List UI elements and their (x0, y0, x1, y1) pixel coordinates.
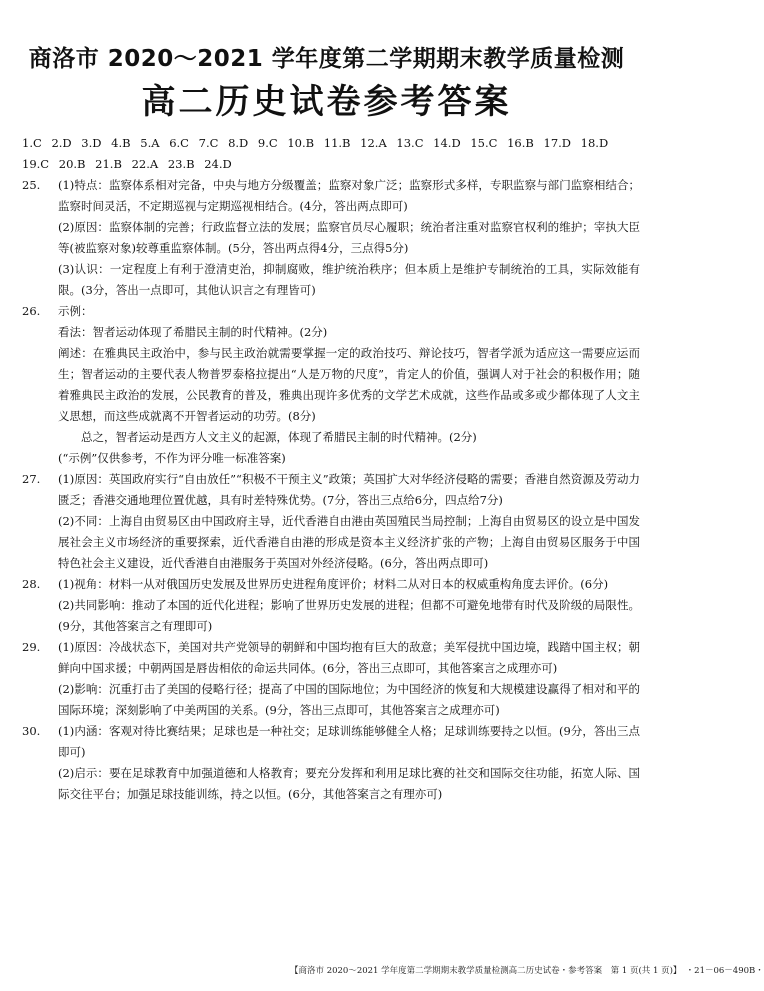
elaboration: 阐述：在雅典民主政治中，参与民主政治就需要掌握一定的政治技巧、辩论技巧，智者学派为适应这一需要应运而生；智者运动的主要代表人物普罗泰格拉提出“人是万物的尺度”，肯定人的价值，强调人对于社会的积极作用；随着雅典民主政治的发展，公民教育的普及，雅典出现许多优秀的文学艺术成就，这些作品或多或少都体现了人文主义思想，而这些成就离不开智者运动的功劳。(8分) (58, 346, 640, 423)
question-30 (22, 721, 640, 805)
question-26 (22, 301, 640, 469)
mc-answer: 10.B (287, 136, 315, 150)
mc-answer: 4.B (111, 136, 131, 150)
question-28 (22, 574, 640, 637)
mc-answer: 9.C (257, 136, 278, 150)
mc-answer: 20.B (58, 157, 86, 171)
mc-answer: 19.C (22, 157, 50, 171)
mc-answer: 23.B (167, 157, 195, 171)
mc-answer: 16.B (507, 136, 534, 150)
exam-title: 商洛市 2020～2021 学年度第二学期期末教学质量检测 (28, 46, 625, 72)
mc-answer: 6.C (169, 136, 189, 150)
question-number: 30. (22, 724, 41, 738)
answer-part-1: (1)原因：冷战状态下，美国对共产党领导的朝鲜和中国均抱有巨大的敌意；美军侵扰中国边境，践踏中国主权；朝鲜向中国求援；中朝两国是唇齿相依的命运共同体。(6分，答出三点即可，其他答案言之成理亦可) (58, 640, 640, 675)
mc-answer: 17.D (543, 136, 572, 150)
scoring-note: (“示例”仅供参考，不作为评分唯一标准答案) (58, 451, 286, 465)
question-number: 26. (22, 304, 41, 318)
mc-answer: 12.A (360, 136, 387, 150)
mc-answer: 22.A (131, 157, 159, 171)
question-27 (22, 469, 640, 574)
mc-answer: 2.D (51, 136, 72, 150)
answer-part-3: (3)认识：一定程度上有利于澄清吏治，抑制腐败，维护统治秩序；但本质上是维护专制统治的工具，实际效能有限。(3分，答出一点即可，其他认识言之有理皆可) (58, 262, 640, 297)
question-29 (22, 637, 640, 721)
answer-content (22, 133, 640, 805)
conclusion: 总之，智者运动是西方人文主义的起源，体现了希腊民主制的时代精神。(2分) (81, 430, 477, 444)
question-number: 27. (22, 472, 41, 486)
page-footer: 【商洛市 2020～2021 学年度第二学期期末教学质量检测高二历史试卷・参考答案 第 1 页(共 1 页)】 ・21－06－490B・ (290, 966, 764, 976)
question-number: 29. (22, 640, 41, 654)
mc-answer: 21.B (95, 157, 122, 171)
mc-answer: 8.D (228, 136, 249, 150)
answer-part-2: (2)共同影响：推动了本国的近代化进程；影响了世界历史发展的进程；但都不可避免地带有时代及阶级的局限性。(9分，其他答案言之有理即可) (58, 598, 640, 633)
question-number: 25. (22, 178, 41, 192)
answer-part-2: (2)原因：监察体制的完善；行政监督立法的发展；监察官员尽心履职；统治者注重对监察官权利的维护；宰执大臣等(被监察对象)较尊重监察体制。(5分，答出两点得4分，三点得5分) (58, 220, 640, 255)
answer-part-2: (2)启示：要在足球教育中加强道德和人格教育；要充分发挥和利用足球比赛的社交和国际交往功能，拓宽人际、国际交往平台；加强足球技能训练，持之以恒。(6分，其他答案言之有理亦可) (58, 766, 640, 801)
mc-answer: 11.B (323, 136, 351, 150)
example-label: 示例： (58, 304, 93, 318)
question-25 (22, 175, 640, 301)
mc-answer: 7.C (198, 136, 219, 150)
mc-answer: 3.D (81, 136, 102, 150)
answer-part-2: (2)不同：上海自由贸易区由中国政府主导，近代香港自由港由英国殖民当局控制；上海自由贸易区的设立是中国发展社会主义市场经济的重要探索，近代香港自由港的形成是资本主义经济扩张的产物；上海自由贸易区服务于中国特色社会主义建设，近代香港自由港服务于英国对外经济侵略。(6分，答出两点即可) (58, 514, 640, 570)
mc-answer: 5.A (140, 136, 160, 150)
viewpoint: 看法：智者运动体现了希腊民主制的时代精神。(2分) (58, 325, 328, 339)
multiple-choice-answers (22, 133, 640, 175)
answer-part-1: (1)特点：监察体系相对完备，中央与地方分级覆盖；监察对象广泛；监察形式多样，专职监察与部门监察相结合；监察时间灵活，不定期巡视与定期巡视相结合。(4分，答出两点即可) (58, 178, 640, 213)
answer-key-title: 高二历史试卷参考答案 (141, 82, 512, 122)
answer-part-1: (1)内涵：客观对待比赛结果；足球也是一种社交；足球训练能够健全人格；足球训练要持之以恒。(9分，答出三点即可) (58, 724, 640, 759)
question-number: 28. (22, 577, 41, 591)
answer-part-1: (1)视角：材料一从对俄国历史发展及世界历史进程角度评价；材料二从对日本的权威重构角度去评价。(6分) (58, 577, 609, 591)
mc-answer: 1.C (22, 136, 42, 150)
answer-part-1: (1)原因：英国政府实行“自由放任”“积极不干预主义”政策；英国扩大对华经济侵略的需要；香港自然资源及劳动力匮乏；香港交通地理位置优越，具有时差特殊优势。(7分，答出三点给6分，四点给7分) (58, 472, 640, 507)
mc-answer: 18.D (580, 136, 609, 150)
mc-answer: 13.C (396, 136, 424, 150)
mc-answer: 24.D (204, 157, 232, 171)
answer-part-2: (2)影响：沉重打击了美国的侵略行径；提高了中国的国际地位；为中国经济的恢复和大规模建设赢得了相对和平的国际环境；深刻影响了中美两国的关系。(9分，答出三点即可，其他答案言之成理亦可) (58, 682, 640, 717)
mc-answer: 15.C (470, 136, 498, 150)
mc-answer: 14.D (433, 136, 461, 150)
